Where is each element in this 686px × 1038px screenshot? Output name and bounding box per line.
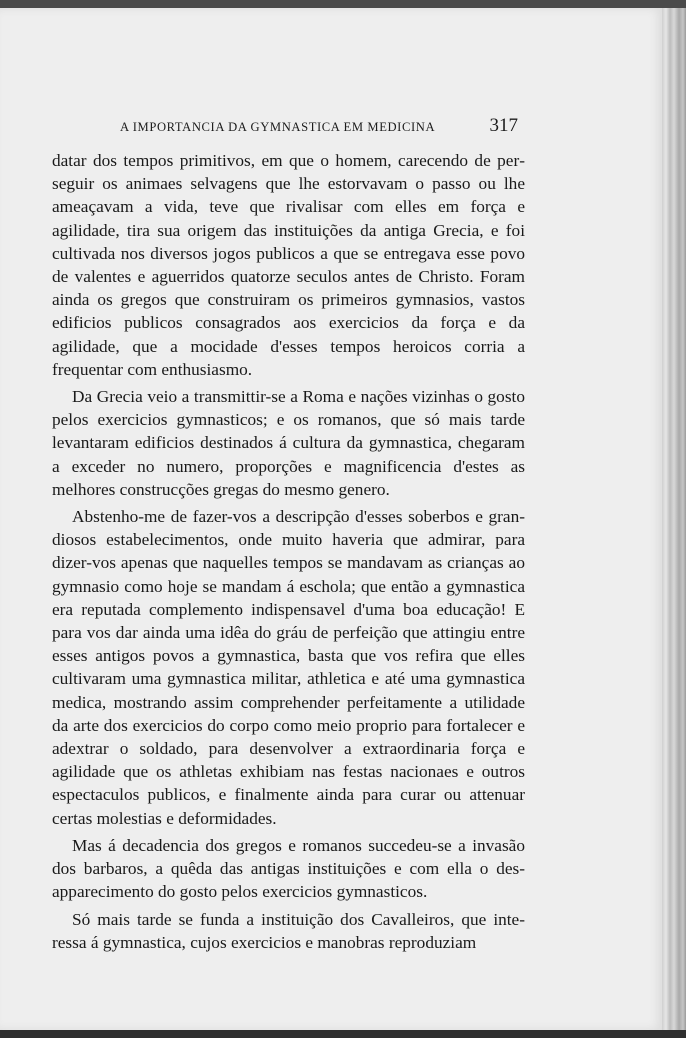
page-fore-edge: [662, 8, 686, 1030]
body-text: [52, 149, 525, 958]
page-number: 317: [489, 115, 518, 136]
paragraph-5: Só mais tarde se funda a instituição dos Cavalleiros, que interessa á gymnastica, cujos exercicios e manobras reproduziam: [52, 909, 525, 952]
paragraph-1: datar dos tempos primitivos, em que o homem, carecendo de perseguir os animaes selvagens que lhe estorvavam o passo ou lhe ameaçavam a vida, teve que rivalisar com elles em força e agilidade, tira sua origem das instituições da antiga Grecia, e foi cultivada nos diversos jogos publicos a que se entregava esse povo de valentes e aguerridos quatorze seculos antes de Christo. Foram ainda os gregos que construiram os primeiros gymnasios, vastos edificios publicos consagrados aos exercicios da força e da agilidade, que a mocidade d'esses tempos heroicos corria a frequentar com enthusiasmo.: [52, 151, 525, 379]
paragraph-2: Da Grecia veio a transmittir-se a Roma e nações vizinhas o gosto pelos exercicios gymnasticos; e os romanos, que só mais tarde levantaram edificios destinados á cultura da gymnastica, chegaram a exceder no numero, proporções e magnificencia d'estes as melhores construcções gregas do mesmo genero.: [52, 387, 525, 499]
running-title: A IMPORTANCIA DA GYMNASTICA EM MEDICINA: [120, 120, 436, 134]
paragraph-3: Abstenho-me de fazer-vos a descripção d'esses soberbos e grandiosos estabelecimentos, onde muito haveria que admirar, para dizer-vos apenas que naquelles tempos se mandavam as crianças ao gymnasio como hoje se mandam á eschola; que então a gymnastica era reputada complemento indispensavel d'uma boa educação! E para vos dar ainda uma idêa do gráu de perfeição que attingiu entre esses antigos povos a gymnastica, basta que vos refira que elles cultivaram uma gymnastica militar, athletica e até uma gymnastica medica, mostrando assim comprehender perfeitamente a utilidade da arte dos exercicios do corpo como meio proprio para fortalecer e adextrar o soldado, para desenvolver a extraordinaria força e agilidade que os athletas exhibiam nas festas nacionaes e outros espectaculos publicos, e finalmente ainda para curar ou attenuar certas molestias e deformidades.: [52, 507, 525, 828]
page-header: [120, 115, 530, 139]
scan-bottom-border: [0, 1030, 686, 1038]
paragraph-4: Mas á decadencia dos gregos e romanos succedeu-se a invasão dos barbaros, a quêda das antigas instituições e com ella o desapparecimento do gosto pelos exercicios gymnasticos.: [52, 835, 525, 902]
